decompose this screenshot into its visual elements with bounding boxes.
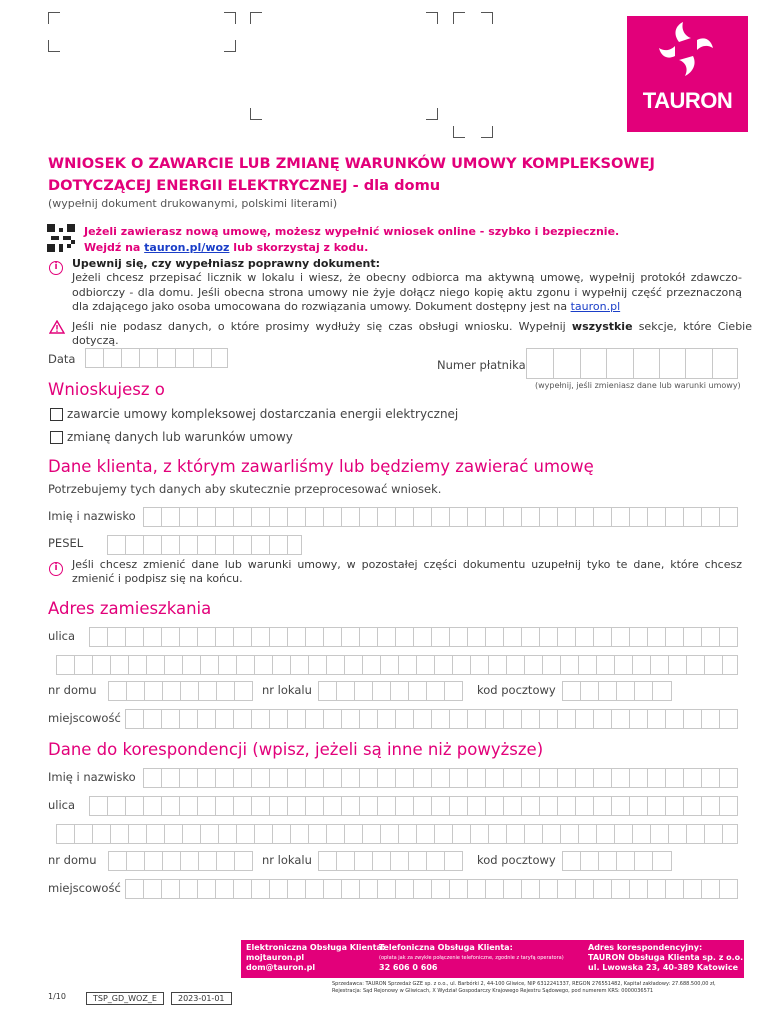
city-label: miejscowość (48, 711, 121, 725)
option-change-contract[interactable] (50, 430, 293, 444)
request-heading: Wnioskujesz o (48, 380, 165, 399)
crop-mark (453, 12, 465, 24)
footer-address (588, 943, 743, 973)
change-contract-checkbox[interactable] (50, 431, 63, 444)
required-data-note (72, 320, 752, 349)
street-field-line2[interactable] (56, 655, 738, 675)
city-field[interactable] (125, 709, 738, 729)
tauron-link[interactable]: tauron.pl (570, 300, 621, 314)
corr-street-field[interactable] (89, 796, 738, 816)
corr-house-number-label: nr domu (48, 853, 97, 867)
flat-number-field[interactable] (318, 681, 463, 701)
woz-link[interactable]: tauron.pl/woz (144, 241, 230, 254)
email-link[interactable]: dom@tauron.pl (246, 963, 316, 972)
client-heading: Dane klienta, z którym zawarliśmy lub będziemy zawierać umowę (48, 457, 594, 476)
payer-number-hint: (wypełnij, jeśli zmieniasz dane lub warunki umowy) (535, 381, 741, 390)
street-field[interactable] (89, 627, 738, 647)
crop-mark (250, 108, 262, 120)
online-promo (84, 224, 619, 256)
footer-street: ul. Lwowska 23, 40-389 Katowice (588, 963, 739, 972)
crop-mark (453, 126, 465, 138)
pesel-label: PESEL (48, 536, 84, 550)
client-name-field[interactable] (143, 507, 738, 527)
title-line: WNIOSEK O ZAWARCIE LUB ZMIANĘ WARUNKÓW UMOWY KOMPLEKSOWEJ (48, 155, 655, 172)
page-number: 1/10 (48, 992, 66, 1001)
footer-title: Elektroniczna Obsługa Klienta: (246, 943, 386, 952)
crop-mark (48, 12, 60, 24)
note-heading: Upewnij się, czy wypełniasz poprawny dokument: (72, 257, 381, 270)
contact-footer (241, 940, 744, 978)
crop-mark (224, 12, 236, 24)
footer-company: TAURON Obsługa Klienta sp. z o.o. (588, 953, 744, 962)
document-note (72, 257, 742, 315)
document-subtitle: (wypełnij dokument drukowanymi, polskimi literami) (48, 197, 338, 210)
note-body: Jeżeli chcesz przepisać licznik w lokalu i wiesz, że obecny odbiorca ma aktywną umowę, wypełnij protokół zdawczo-odbiorczy - dla domu. Jeśli obecna strona umowy nie żyje dołącz niego kopię aktu zgonu i wypełnij część przeznaczoną dla zdającego jako osoba umocowana do rozwiązania umowy. Dokument dostępny jest na (72, 271, 742, 314)
crop-mark (224, 40, 236, 52)
corr-name-label: Imię i nazwisko (48, 770, 136, 784)
note-text: sekcje, które Ciebie dotyczą. (72, 320, 753, 348)
footer-electronic (246, 943, 385, 973)
payer-number-label: Numer płatnika (437, 358, 526, 372)
client-change-note: Jeśli chcesz zmienić dane lub warunki umowy, w pozostałej części dokumentu uzupełnij tyko te dane, które chcesz zmienić i podpisz się na końcu. (72, 558, 742, 586)
footer-title: Telefoniczna Obsługa Klienta: (379, 943, 513, 952)
note-text: Jeśli nie podasz danych, o które prosimy wydłuży się czas obsługi wniosku. Wypełnij (72, 320, 572, 333)
corr-city-label: miejscowość (48, 881, 121, 895)
client-name-label: Imię i nazwisko (48, 509, 136, 523)
pesel-field[interactable] (107, 535, 302, 555)
promo-line (84, 240, 619, 256)
client-description: Potrzebujemy tych danych aby skutecznie przeprocesować wniosek. (48, 482, 442, 496)
footer-title: Adres korespondencyjny: (588, 943, 703, 952)
brand-name: TAURON (642, 88, 733, 113)
corr-name-field[interactable] (143, 768, 738, 788)
phone-number: 32 606 0 606 (379, 963, 438, 972)
crop-mark (426, 12, 438, 24)
footer-note: (opłata jak za zwykłe połączenie telefoniczne, zgodnie z taryfą operatora) (379, 955, 564, 961)
flat-number-label: nr lokalu (262, 683, 312, 697)
info-icon: i (49, 562, 63, 576)
corr-flat-number-label: nr lokalu (262, 853, 312, 867)
tauron-logo (627, 16, 748, 132)
corr-postal-code-label: kod pocztowy (477, 853, 556, 867)
promo-text: Wejdź na (84, 241, 145, 254)
document-title (48, 153, 688, 197)
legal-text: Sprzedawca: TAURON Sprzedaż GZE sp. z o.o., ul. Barbórki 2, 44-100 Gliwice, NIP 6312241337, REGON 276551482, Kapitał zakładowy: 27.688.500,00 zł, Rejestracja: Sąd Rejonowy w Gliwicach, X Wydział Gospodarczy Krajowego Rejestru Sądowego, pod numerem KRS: 0000036571 (332, 981, 716, 994)
corr-flat-number-field[interactable] (318, 851, 463, 871)
qr-code-icon[interactable] (47, 224, 75, 252)
title-line: DOTYCZĄCEJ ENERGII ELEKTRYCZNEJ - dla domu (48, 177, 441, 194)
info-icon: i (49, 261, 63, 275)
address-heading: Adres zamieszkania (48, 599, 212, 618)
option-label: zmianę danych lub warunków umowy (67, 430, 293, 444)
house-number-field[interactable] (108, 681, 253, 701)
tauron-emblem-icon (627, 16, 748, 86)
option-label: zawarcie umowy kompleksowej dostarczania energii elektrycznej (67, 407, 459, 421)
payer-number-field[interactable] (526, 348, 738, 379)
corr-street-label: ulica (48, 798, 76, 812)
promo-line: Jeżeli zawierasz nową umowę, możesz wypełnić wniosek online - szybko i bezpiecznie. (84, 225, 620, 238)
warning-icon (49, 320, 65, 334)
crop-mark (481, 12, 493, 24)
date-field[interactable] (85, 348, 228, 368)
street-label: ulica (48, 629, 76, 643)
crop-mark (250, 12, 262, 24)
corr-postal-code-field[interactable] (562, 851, 672, 871)
crop-mark (481, 126, 493, 138)
promo-text: lub skorzystaj z kodu. (229, 241, 369, 254)
form-code: TSP_GD_WOZ_E (86, 992, 164, 1005)
mojtauron-link[interactable]: mojtauron.pl (246, 953, 305, 962)
option-new-contract[interactable] (50, 407, 458, 421)
date-label: Data (48, 352, 76, 366)
house-number-label: nr domu (48, 683, 97, 697)
corr-house-number-field[interactable] (108, 851, 253, 871)
crop-mark (426, 108, 438, 120)
correspondence-heading: Dane do korespondencji (wpisz, jeżeli są inne niż powyższe) (48, 740, 544, 759)
note-bold: wszystkie (571, 320, 633, 333)
crop-mark (48, 40, 60, 52)
new-contract-checkbox[interactable] (50, 408, 63, 421)
postal-code-label: kod pocztowy (477, 683, 556, 697)
postal-code-field[interactable] (562, 681, 672, 701)
corr-street-field-line2[interactable] (56, 824, 738, 844)
form-date: 2023-01-01 (171, 992, 232, 1005)
footer-phone (379, 943, 589, 973)
corr-city-field[interactable] (125, 879, 738, 899)
